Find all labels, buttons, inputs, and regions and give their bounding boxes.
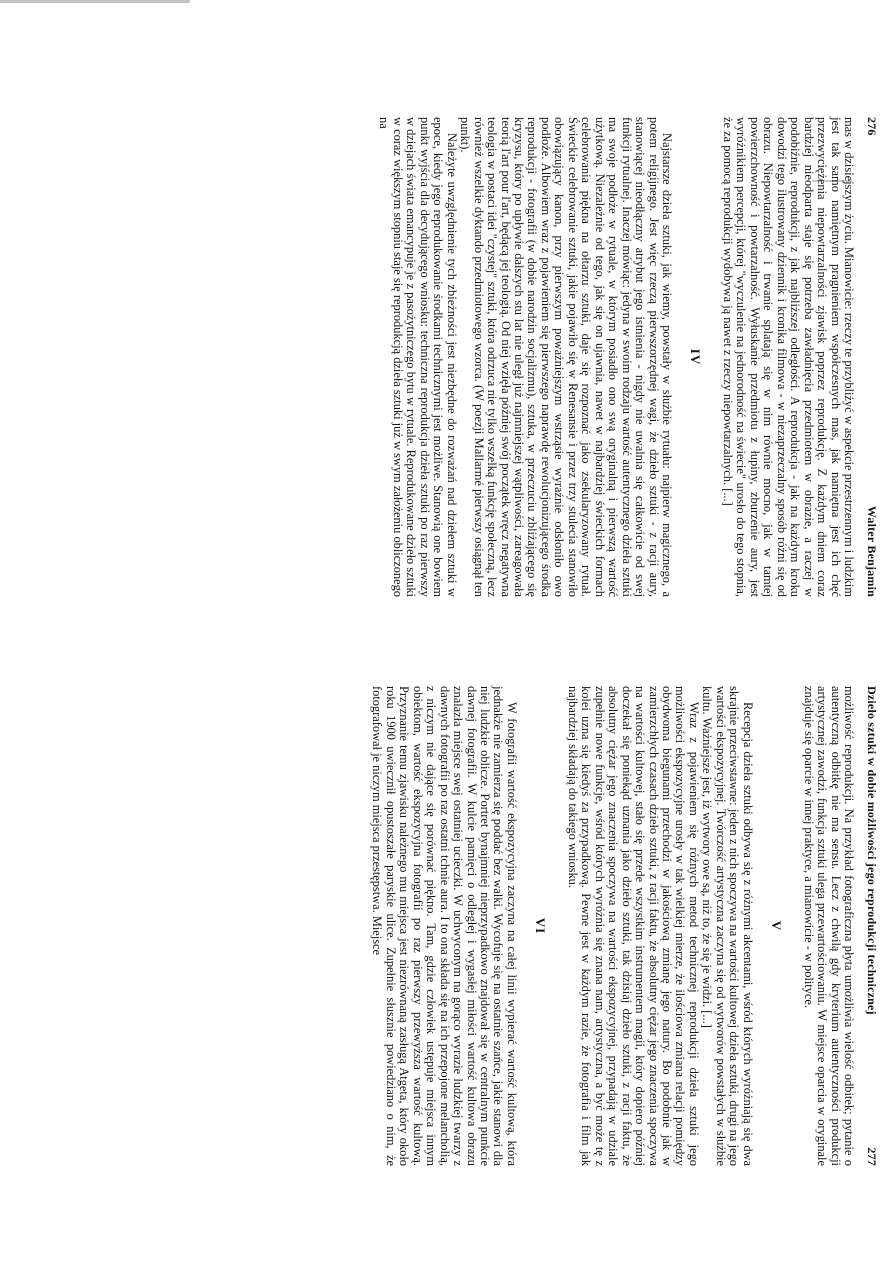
left-page bbox=[0, 0, 893, 630]
left-page-body bbox=[377, 117, 855, 597]
right-page-header bbox=[861, 686, 883, 1166]
page-number: 276 bbox=[865, 117, 880, 136]
paragraph: Recepcja dzieła sztuki odbywa się z różnymi akcentami, wśród których wyróżniają się dwa skrajnie przeciwstawne: jeden z nich spoczywa na wartości kultowej dzieła sztuki, drugi na jego wartości ekspozycyjnej. Twórczość artystyczna zaczyna się od wytworów powstałych w służbie kultu. Ważniejsze jest, iż wytwory owe są, niż to, że się je widzi. [...] bbox=[700, 686, 755, 1166]
section-heading: V bbox=[769, 920, 785, 932]
paragraph: możliwość reprodukcji. Na przykład fotograficzna płyta umożliwia wielość odbitek; pytanie o autentyczną odbitkę nie ma sensu. Lecz z chwilą gdy kryterium autentyczności produkcji artystycznej zawodzi, funkcja sztuki ulega przewartościowaniu. W miejsce oparcia w oryginale znajduje się oparcie w innej praktyce, a mianowicie - w polityce. bbox=[801, 686, 856, 1166]
paragraph: W fotografii wartość ekspozycyjna zaczyna na całej linii wypierać wartość kultową, która jednakże nie zamierza się poddać bez walki. Wycofuje się na ostatnie szańce, jakie stanowi dla niej ludzkie oblicze. Portret bynajmniej nieprzypadkowo znajdował się w centralnym punkcie dawnej fotografii. W kulcie pamięci o odległej i wygasłej miłości wartość kultowa obrazu znalazła miejsce swej ostatniej ucieczki. W uchwyconym na gorąco wyrazie ludzkiej twarzy z dawnych fotografii po raz ostatni tchnie aura. I to ona składa się na ich przepojone melancholią, z niczym nie dające się porównać piękno. Tam, gdzie człowiek ustępuje miejsca innym obiektom, wartość ekspozycyjna fotografii po raz pierwszy przewyższa wartość kultową. Przyznanie temu zjawisku należnego mu miejsca jest niezrównaną zasługą Atgeta, który około roku 1900 uwiecznił opustoszałe paryskie ulice. Zupełnie słusznie powiedziano o nim, że fotografował je niczym miejsca przestępstwa. Miejsce bbox=[370, 686, 519, 1166]
section-heading: VI bbox=[533, 917, 549, 935]
section-heading: IV bbox=[688, 348, 704, 366]
page-number: 277 bbox=[865, 1147, 880, 1166]
right-page bbox=[0, 633, 893, 1263]
paragraph: mas w dzisiejszym życiu. Mianowicie: rzeczy te przybliżyć w aspekcie przestrzennym i ludzkim jest tak samo namiętnym pragnieniem współczesnych mas, jak namiętna jest ich chęć przezwyciężenia niepowtarzalności zjawisk poprzez reprodukcję. Z każdym dniem coraz bardziej nieodparta staje się potrzeba zawładnięcia przedmiotem w obrazie, a raczej w podobiźnie, reprodukcji, z jak najbliższej odległości. A reprodukcja - jak na każdym kroku dowodzi tego ilustrowany dziennik i kronika filmowa - w niezaprzeczalny sposób różni się od obrazu. Niepowtarzalność i trwanie splatają się w nim równie mocno, jak w tamtej powierzchowność i powtarzalność. Wyłuskanie przedmiotu z łupiny, zburzenie aury, jest wyróżnikiem percepcji, której "wyczulenie na jednorodność na świecie" urosło do tego stopnia, że za pomocą reprodukcji wydobywa ją nawet z rzeczy niepowtarzalnych. [...] bbox=[720, 117, 856, 597]
running-head: Walter Benjamin bbox=[865, 505, 880, 597]
left-page-header bbox=[861, 117, 883, 597]
paragraph: Wraz z pojawieniem się różnych metod technicznej reprodukcji dzieła sztuki jego możliwości ekspozycyjne urosły w tak wielkiej mierze, że ilościowa zmiana relacji pomiędzy obydwoma biegunami przechodzi w jakościową zmianę jego natury. Bo podobnie jak w zamierzchłych czasach dzieło sztuki, z racji faktu, że absolutny ciężar jego znaczenia spoczywa na wartości kultowej, stało się przede wszystkim instrumentem magii, który dopiero później doczekał się poniekąd uznania jako dzieło sztuki, tak dzisiaj dzieło sztuki, z racji faktu, że absolutny ciężar jego znaczenia spoczywa na wartości ekspozycyjnej, przypadają w udziale zupełnie nowe funkcje, wśród których wyróżnia się znana nam, artystyczna, a być może tę z kolei uzna się kiedyś za przypadkową. Pewne jest w każdym razie, że fotografia i film jak najbardziej składają do takiego wniosku. bbox=[565, 686, 701, 1166]
paragraph: Najstarsze dzieła sztuki, jak wiemy, powstały w służbie rytuału: najpierw magicznego, a potem religijnego. Jest więc rzeczą pierwszorzędnej wagi, że dzieło sztuki - z racji aury, stanowiącej nieodłączny atrybut jego istnienia - nigdy nie uwalnia się całkowicie od swej funkcji rytualnej. Inaczej mówiąc: jedyna w swoim rodzaju wartość autentycznego dzieła sztuki ma swoje podłoże w rytuale, w którym posiadło ono swą oryginalną i pierwszą wartość użytkową. Niezależnie od tego, jak się on ujawnia, nawet w najbardziej świeckich formach celebrowania piękna na ołtarzu sztuki, daje się rozpoznać jako zsekularyzowany rytuał. Świeckie celebrowanie sztuki, jakie pojawiło się w Renesansie i przez trzy stulecia stanowiło obowiązujący kanon, przy pierwszym poważniejszym wstrząsie wyraźnie odsłoniło owo podłoże. Albowiem wraz z pojawieniem się pierwszego naprawdę rewolucjonizującego środka reprodukcji - fotografii (w dobie narodzin socjalizmu), sztuka, w przeczuciu zbliżającego się kryzysu, który po upływie dalszych stu lat nie uległ już najmniejszej wątpliwości, zareagowała teorią l'art pour l'art, będącą jej teologią. Od niej wzięła później swój początek wręcz negatywna teologia w postaci idei "czystej" sztuki, która odrzuca nie tylko wszelką funkcję społeczną, lecz również wszelkie dyktando przedmiotowego wzorca. (W poezji Mallarmé pierwszy osiągnął ten punkt). bbox=[458, 117, 675, 597]
paragraph: Należyte uwzględnienie tych zbieżności jest niezbędne do rozważań nad dziełem sztuki w epoce, kiedy jego reprodukowanie środkami technicznymi jest możliwe. Stanowią one bowiem punkt wyjścia dla decydującego wniosku: techniczna reprodukcja dzieła sztuki po raz pierwszy w dziejach świata emancypuje je z pasożytniczego bytu w rytuale. Reprodukowane dzieło sztuki w coraz większym stopniu staje się reprodukcją dzieła sztuki już w swym założeniu obliczonego na bbox=[377, 117, 459, 597]
right-page-body bbox=[370, 686, 855, 1166]
running-head: Dzieło sztuki w dobie możliwości jego reprodukcji technicznej bbox=[865, 686, 880, 1015]
